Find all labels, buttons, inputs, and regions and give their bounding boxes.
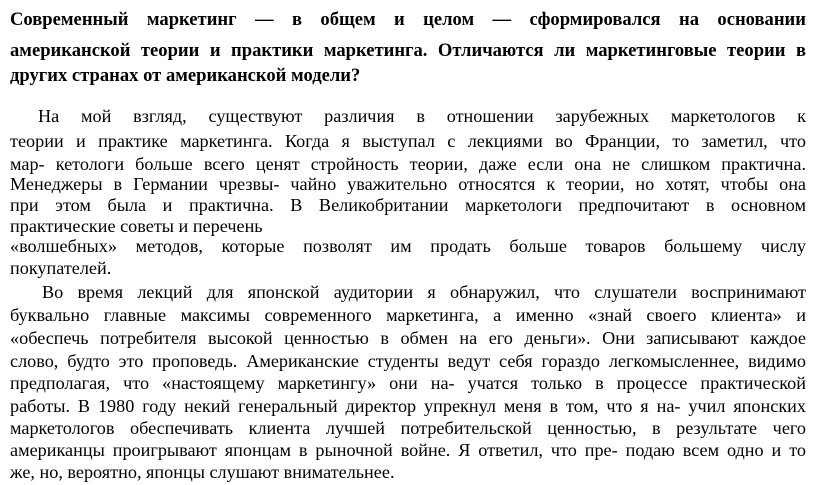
paragraph-line: Во время лекций для японской аудитории я обнаружил, что слушатели воспринимают [42,282,806,302]
paragraph-line: практические советы и перечень [10,216,263,236]
paragraph-line: американцы проигрывают японцам в рыночной войне. Я ответил, что пре- подаю всем одно и то [10,440,806,460]
paragraph-line: «обеспечь потребителя высокой ценностью в обмен на его деньги». Они записывают каждое [10,328,806,348]
paragraph-line: работы. В 1980 году некий генеральный директор упрекнул меня в том, что я на- учил японских [10,396,806,416]
paragraph-line: «волшебных» методов, которые позволят им продать больше товаров большему числу [10,236,806,256]
paragraph-line: Менеджеры в Германии чрезвы- чайно уважительно относятся к теории, но хотят, чтобы она [10,174,806,194]
paragraph-line: На мой взгляд, существуют различия в отношении зарубежных маркетологов к [38,106,806,126]
heading-line: других странах от американской модели? [10,65,361,86]
paragraph-line: покупателей. [10,258,112,278]
heading-line: Современный маркетинг — в общем и целом — сформировался на основании [10,9,806,30]
paragraph-line: мар- кетологи больше всего ценят стройность теории, даже если она не слишком практична. [10,154,806,174]
heading-line: американской теории и практики маркетинга. Отличаются ли маркетинговые теории в [10,40,806,61]
paragraph-line: маркетологов обеспечивать клиента лучшей потребительской ценностью, в результате чего [10,418,806,438]
paragraph-line: буквально главные максимы современного маркетинга, а именно «знай своего клиента» и [10,305,806,325]
paragraph-line: при этом была и практична. В Великобритании маркетологи предпочитают в основном [10,195,806,215]
paragraph-line: слово, будто это проповедь. Американские студенты ведут себя гораздо легкомысленнее, видимо [10,351,806,371]
paragraph-line: предполагая, что «настоящему маркетингу» они на- учатся только в процессе практической [10,373,806,393]
paragraph-line: теории и практике маркетинга. Когда я выступал с лекциями во Франции, то заметил, что [10,131,806,151]
paragraph-line: же, но, вероятно, японцы слушают внимательнее. [10,462,395,482]
